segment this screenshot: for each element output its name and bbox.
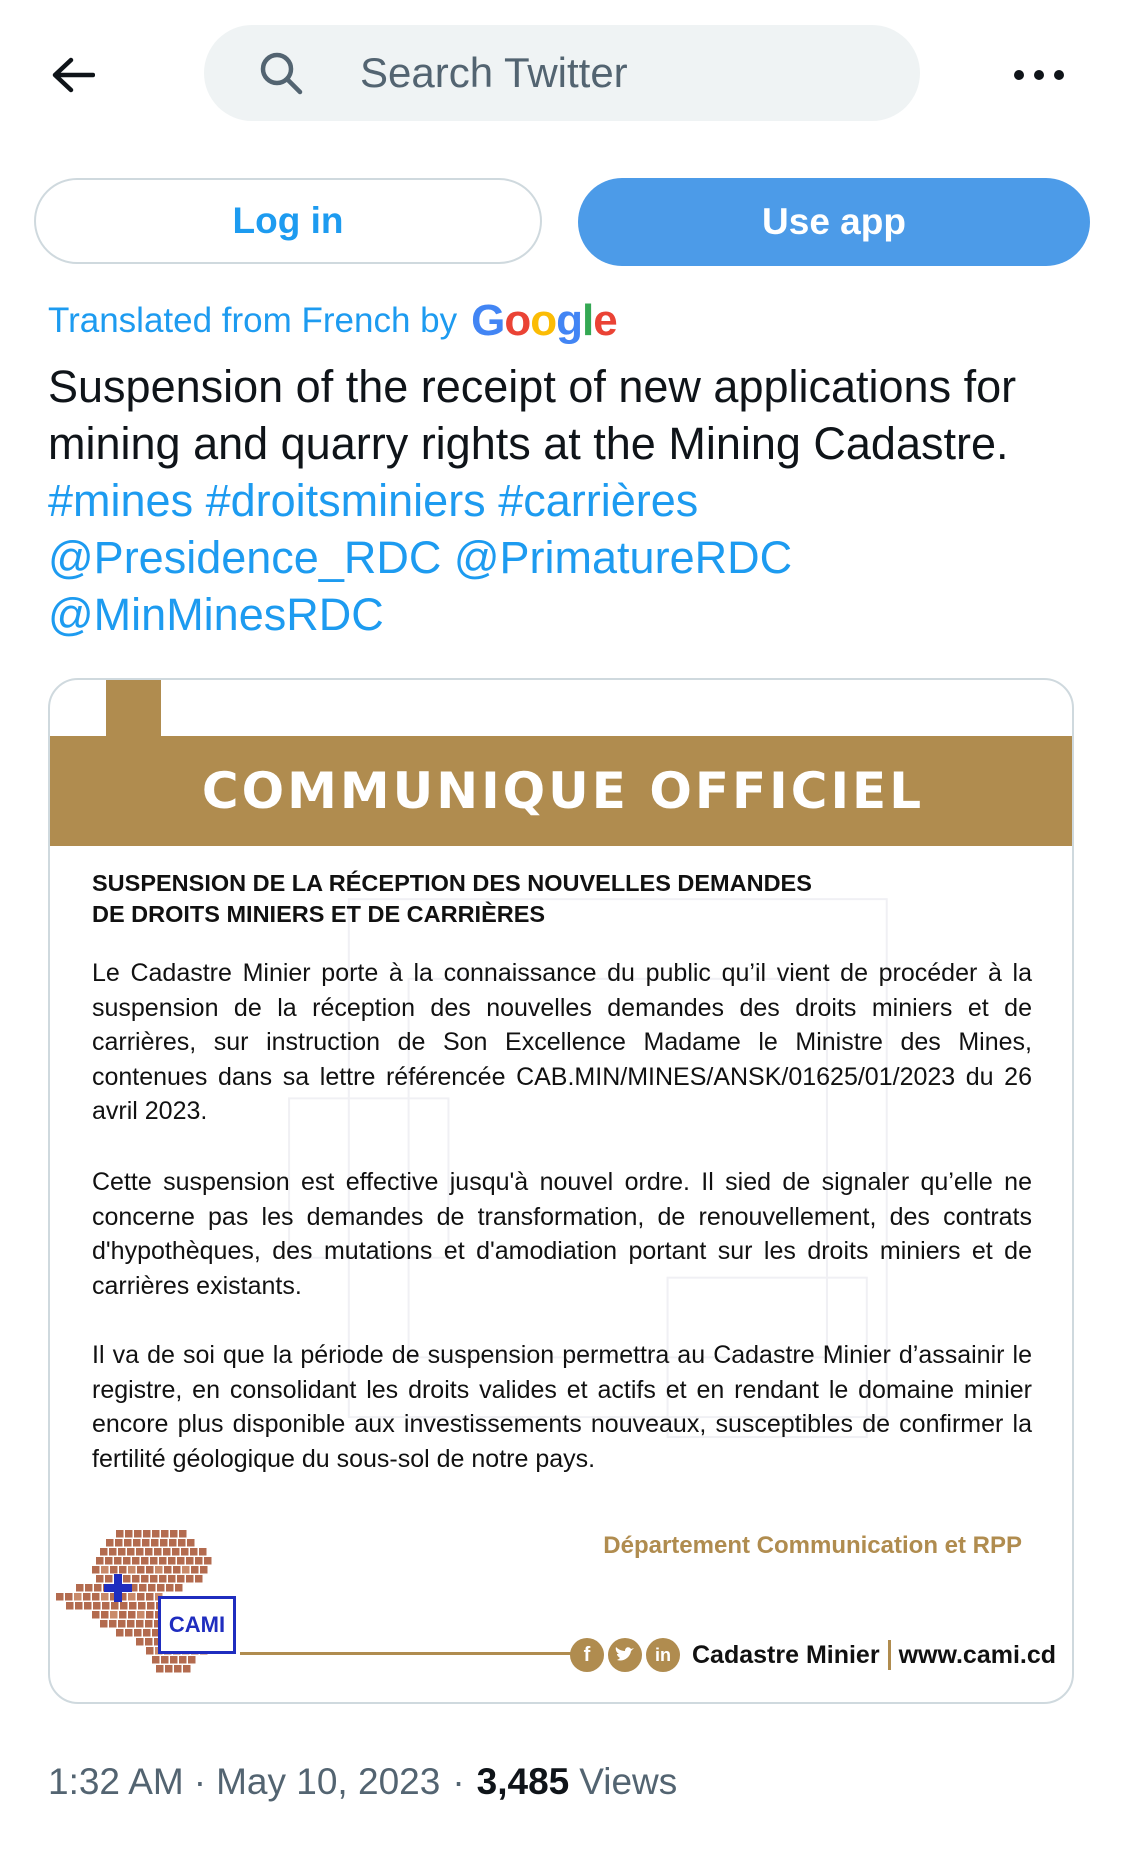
search-icon — [257, 49, 305, 97]
translation-label: Translated from French by — [48, 301, 458, 340]
mention-minmines[interactable]: @MinMinesRDC — [48, 589, 384, 640]
google-logo: Google — [471, 296, 617, 345]
communique-title: COMMUNIQUE OFFICIEL — [201, 762, 925, 820]
communique-paragraph-3: Il va de soi que la période de suspension permettra au Cadastre Minier d’assainir le registre, en consolidant les droits valides et actifs et en rendant le domaine minier encore plus disponible aux investissements nouveaux, susceptibles de confirmer la fertilité géologique du sous-sol de notre pays. — [92, 1341, 1032, 1473]
tweet-date[interactable]: May 10, 2023 — [216, 1761, 441, 1802]
footer-separator — [888, 1640, 891, 1670]
search-input[interactable] — [360, 43, 880, 103]
twitter-icon — [608, 1638, 642, 1672]
top-bar — [0, 0, 1125, 150]
more-options-button[interactable] — [1010, 48, 1070, 98]
more-dots-icon — [1034, 70, 1044, 80]
footer-organization: Cadastre Minier — [692, 1640, 880, 1669]
footer-contacts — [570, 1635, 1056, 1675]
communique-paragraph-2: Cette suspension est effective jusqu'à nouvel ordre. Il sied de signaler qu’elle ne concerne pas les demandes de transformation, de renouvellement, des contrats d'hypothèques, des mutations et d'amodiation portant sur les droits miniers et de carrières existants. — [92, 1168, 1032, 1300]
communique-heading-line-2: DE DROITS MINIERS ET DE CARRIÈRES — [92, 901, 546, 927]
communique-paragraph-1: Le Cadastre Minier porte à la connaissance du public qu’il vient de procéder à la suspension de la réception des nouvelles demandes des droits miniers et de carrières, sur instruction de Son Excellence Madame le Ministre des Mines, contenues dans sa lettre référencée CAB.MIN/MINES/ANSK/01625/01/2023 du 26 avril 2023. — [92, 959, 1032, 1125]
linkedin-icon: in — [646, 1638, 680, 1672]
hashtag-mines[interactable]: #mines — [48, 475, 194, 526]
header-tab-decoration — [106, 680, 161, 740]
use-app-button[interactable]: Use app — [578, 178, 1090, 266]
hashtag-carrieres[interactable]: #carrières — [498, 475, 699, 526]
hashtag-droitsminiers[interactable]: #droitsminiers — [205, 475, 486, 526]
more-dots-icon — [1054, 70, 1064, 80]
tweet-text — [48, 358, 1088, 643]
views-label: Views — [579, 1761, 678, 1802]
footer-website: www.cami.cd — [898, 1640, 1057, 1669]
more-dots-icon — [1014, 70, 1024, 80]
meta-separator: · — [452, 1761, 465, 1802]
search-bar[interactable] — [204, 25, 920, 121]
cami-logo: CAMI — [158, 1596, 236, 1654]
tweet-meta — [48, 1752, 677, 1812]
tweet-time[interactable]: 1:32 AM — [48, 1761, 184, 1802]
tweet-body: Suspension of the receipt of new applications for mining and quarry rights at the Mining Cadastre. — [48, 361, 1017, 469]
communique-heading-line-1: SUSPENSION DE LA RÉCEPTION DES NOUVELLES DEMANDES — [92, 870, 812, 896]
communique-header-band — [50, 736, 1074, 846]
login-button[interactable]: Log in — [34, 178, 542, 264]
footer-divider — [240, 1652, 574, 1655]
translation-attribution — [48, 296, 617, 346]
arrow-left-icon — [51, 57, 95, 93]
mention-primature[interactable]: @PrimatureRDC — [453, 532, 793, 583]
views-count: 3,485 — [476, 1761, 570, 1802]
mention-presidence[interactable]: @Presidence_RDC — [48, 532, 442, 583]
meta-separator: · — [193, 1761, 207, 1802]
tweet-media-image[interactable] — [48, 678, 1074, 1704]
facebook-icon: f — [570, 1638, 604, 1672]
back-button[interactable] — [44, 50, 102, 100]
department-signature: Département Communication et RPP — [603, 1532, 1022, 1559]
communique-heading — [92, 868, 1042, 930]
